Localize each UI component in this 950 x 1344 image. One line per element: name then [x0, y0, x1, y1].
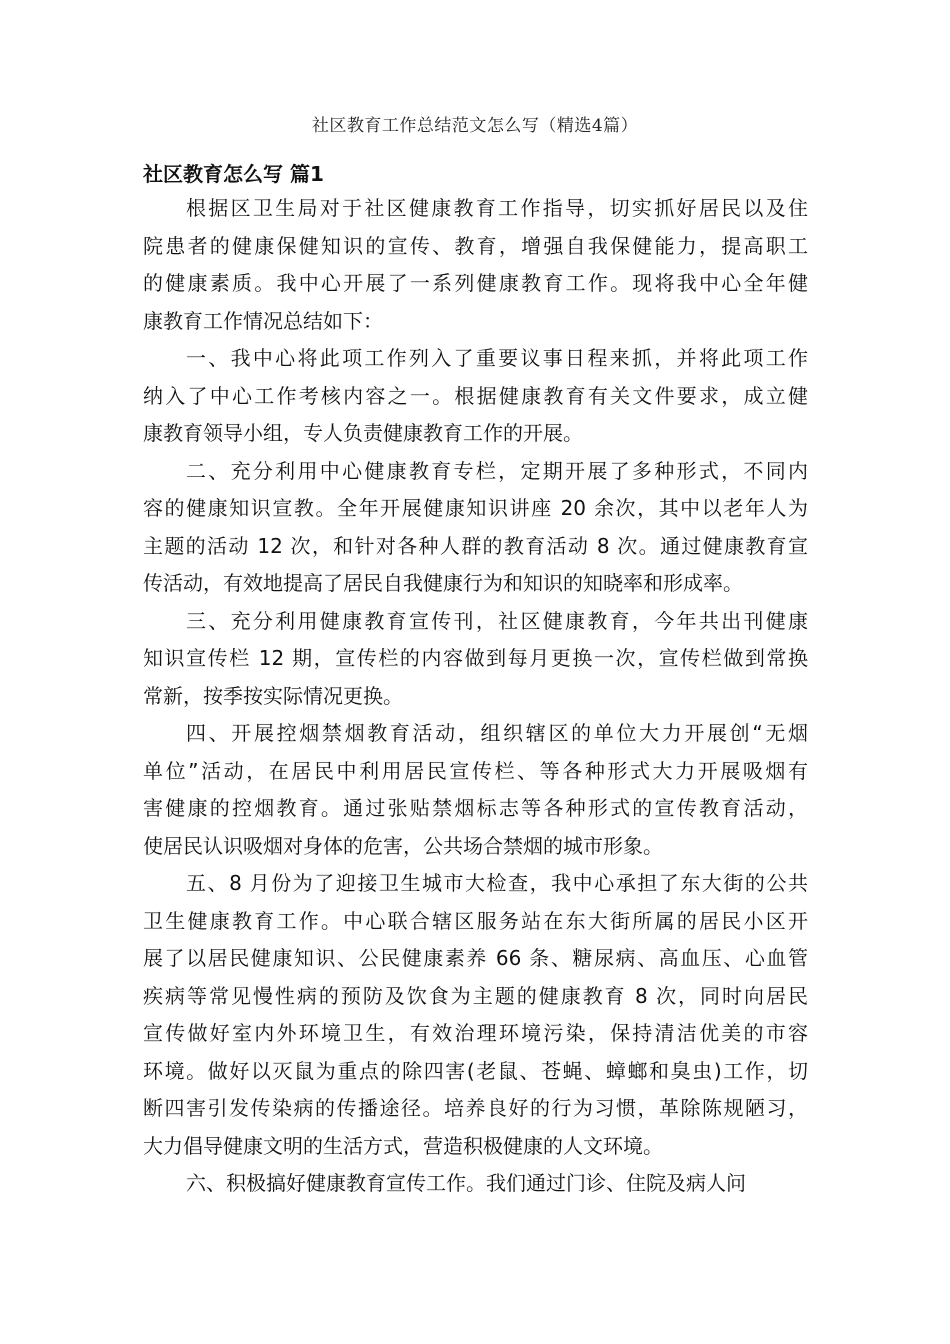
text-line: 容的健康知识宣教。全年开展健康知识讲座 20 余次，其中以老年人为: [143, 496, 808, 520]
text-line: 一、我中心将此项工作列入了重要议事日程来抓，并将此项工作: [186, 346, 808, 370]
text-line: 宣传做好室内外环境卫生，有效治理环境污染，保持清洁优美的市容: [143, 1021, 808, 1045]
text-line: 康教育领导小组，专人负责健康教育工作的开展。: [143, 421, 583, 445]
text-line: 四、开展控烟禁烟教育活动，组织辖区的单位大力开展创“无烟: [186, 721, 808, 745]
text-line: 康教育工作情况总结如下：: [143, 308, 383, 333]
text-line: 断四害引发传染病的传播途径。培养良好的行为习惯，革除陈规陋习，: [143, 1096, 808, 1120]
text-line: 使居民认识吸烟对身体的危害，公共场合禁烟的城市形象。: [143, 833, 663, 858]
document-content: [143, 158, 808, 1203]
text-line: 展了以居民健康知识、公民健康素养 66 条、糖尿病、高血压、心血管: [143, 946, 808, 970]
text-line: 知识宣传栏 12 期，宣传栏的内容做到每月更换一次，宣传栏做到常换: [143, 646, 808, 670]
text-line: 的健康素质。我中心开展了一系列健康教育工作。现将我中心全年健: [143, 271, 808, 295]
text-line: 三、充分利用健康教育宣传刊，社区健康教育，今年共出刊健康: [186, 608, 808, 633]
text-line: 单位”活动，在居民中利用居民宣传栏、等各种形式大力开展吸烟有: [143, 758, 808, 783]
text-line: 根据区卫生局对于社区健康教育工作指导，切实抓好居民以及住: [186, 196, 808, 220]
text-line: 传活动，有效地提高了居民自我健康行为和知识的知晓率和形成率。: [143, 571, 743, 595]
text-line: 六、积极搞好健康教育宣传工作。我们通过门诊、住院及病人问: [186, 1171, 746, 1195]
document-title: 社区教育工作总结范文怎么写（精选4篇）: [311, 116, 639, 136]
text-line: 常新，按季按实际情况更换。: [143, 683, 403, 708]
text-line: 院患者的健康保健知识的宣传、教育，增强自我保健能力，提高职工: [143, 233, 808, 258]
text-line: 环境。做好以灭鼠为重点的除四害(老鼠、苍蝇、蟑螂和臭虫)工作，切: [143, 1058, 808, 1083]
text-line: 五、8 月份为了迎接卫生城市大检查，我中心承担了东大街的公共: [186, 871, 808, 895]
text-line: 主题的活动 12 次，和针对各种人群的教育活动 8 次。通过健康教育宣: [143, 533, 808, 558]
text-line: 害健康的控烟教育。通过张贴禁烟标志等各种形式的宣传教育活动，: [143, 796, 808, 820]
text-line: 疾病等常见慢性病的预防及饮食为主题的健康教育 8 次，同时向居民: [143, 983, 808, 1008]
text-line: 纳入了中心工作考核内容之一。根据健康教育有关文件要求，成立健: [143, 383, 808, 408]
section-heading: 社区教育怎么写 篇1: [143, 162, 324, 186]
text-line: 二、充分利用中心健康教育专栏，定期开展了多种形式，不同内: [186, 458, 808, 483]
text-line: 大力倡导健康文明的生活方式，营造积极健康的人文环境。: [143, 1133, 663, 1158]
text-line: 卫生健康教育工作。中心联合辖区服务站在东大街所属的居民小区开: [143, 908, 808, 933]
body-text: [143, 190, 808, 1203]
